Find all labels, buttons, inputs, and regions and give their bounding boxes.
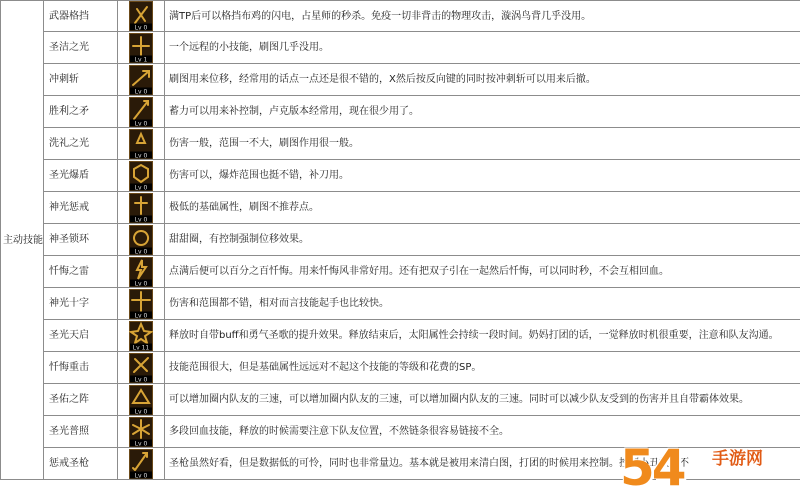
shield-burst-icon	[129, 161, 153, 191]
skill-name: 神圣锁环	[44, 224, 118, 256]
skill-description: 释放时自带buff和勇气圣歌的提升效果。释放结束后，太阳属性会持续一段时间。奶妈打团的话，一觉释放时机很重要，注意和队友沟通。	[165, 320, 800, 352]
spear-icon	[129, 97, 153, 127]
skill-name: 胜利之矛	[44, 96, 118, 128]
skill-level: Lv 0	[134, 216, 148, 223]
watermark-site-name: 手游网	[712, 449, 763, 469]
watermark-number: 54	[620, 439, 684, 497]
skill-name: 忏悔之雷	[44, 256, 118, 288]
table-row	[1, 32, 800, 64]
skill-icon-cell	[118, 192, 165, 224]
skill-name: 圣光普照	[44, 416, 118, 448]
skill-icon-cell	[118, 32, 165, 64]
holy-lance-icon	[129, 449, 153, 479]
skill-name: 圣光天启	[44, 320, 118, 352]
table-row	[1, 224, 800, 256]
skill-icon-cell	[118, 64, 165, 96]
table-row	[1, 128, 800, 160]
table-row	[1, 192, 800, 224]
skill-description: 伤害和范围都不错，相对而言技能起手也比较快。	[165, 288, 800, 320]
skill-icon-cell	[118, 320, 165, 352]
skill-level: Lv 1	[134, 56, 148, 63]
divine-cross-icon	[129, 289, 153, 319]
skill-icon-cell	[118, 416, 165, 448]
skill-name: 洗礼之光	[44, 128, 118, 160]
skill-icon-cell	[118, 288, 165, 320]
holy-ring-icon	[129, 225, 153, 255]
skill-level: Lv 0	[134, 376, 148, 383]
skill-icon-cell	[118, 352, 165, 384]
skill-level: Lv 11	[132, 344, 150, 351]
skill-level: Lv 0	[134, 472, 148, 479]
skill-level: Lv 0	[134, 440, 148, 447]
skill-level: Lv 0	[134, 184, 148, 191]
skill-name: 神光惩戒	[44, 192, 118, 224]
baptism-light-icon	[129, 129, 153, 159]
skill-description: 点满后便可以百分之百忏悔。用来忏悔风非常好用。还有把双子引在一起然后忏悔，可以同时秒，不会互相回血。	[165, 256, 800, 288]
site-watermark	[620, 438, 800, 500]
skill-icon-cell	[118, 256, 165, 288]
skill-name: 冲刺斩	[44, 64, 118, 96]
skill-description: 可以增加圈内队友的三速，可以增加圈内队友的三速，可以增加圈内队友的三速。同时可以减少队友受到的伤害并且自带霸体效果。	[165, 384, 800, 416]
table-row	[1, 320, 800, 352]
skill-description: 伤害一般，范围一不大，刷图作用很一般。	[165, 128, 800, 160]
skill-icon-cell	[118, 1, 165, 32]
skill-level: Lv 0	[134, 408, 148, 415]
skill-description: 多段回血技能，释放的时候需要注意下队友位置，不然链条很容易链接不全。	[165, 416, 800, 448]
skill-name: 武器格挡	[44, 1, 118, 32]
table-row	[1, 256, 800, 288]
skill-level: Lv 0	[134, 24, 148, 31]
skill-description: 一个远程的小技能，刷图几乎没用。	[165, 32, 800, 64]
skill-name: 圣佑之阵	[44, 384, 118, 416]
skill-level: Lv 0	[134, 280, 148, 287]
dash-slash-icon	[129, 65, 153, 95]
skill-description: 刷图用来位移，经常用的话点一点还是很不错的，X然后按反向键的同时按冲刺斩可以用来后撤。	[165, 64, 800, 96]
table-row	[1, 1, 800, 32]
radiance-icon	[129, 417, 153, 447]
skill-name: 忏悔重击	[44, 352, 118, 384]
skill-description: 技能范围很大，但是基础属性远远对不起这个技能的等级和花费的SP。	[165, 352, 800, 384]
table-row	[1, 160, 800, 192]
skill-level: Lv 0	[134, 248, 148, 255]
skill-icon-cell	[118, 96, 165, 128]
sword-shield-icon	[129, 1, 153, 31]
divine-punish-icon	[129, 193, 153, 223]
skill-level: Lv 0	[134, 152, 148, 159]
skill-description: 满TP后可以格挡布鸡的闪电，占星师的秒杀。免疫一切非背击的物理攻击，漩涡鸟背几乎没用。	[165, 1, 800, 32]
skill-description: 极低的基础属性，刷图不推荐点。	[165, 192, 800, 224]
skill-icon-cell	[118, 384, 165, 416]
apocalypse-icon	[129, 321, 153, 351]
skill-description: 甜甜圈，有控制强制位移效果。	[165, 224, 800, 256]
skill-description: 圣枪虽然好看，但是数据低的可怜，同时也非常量边。基本就是被用来清白图，打团的时候用来控制。控制小丑效果不	[165, 448, 800, 480]
skill-description: 伤害可以，爆炸范围也挺不错，补刀用。	[165, 160, 800, 192]
holy-light-icon	[129, 33, 153, 63]
skill-icon-cell	[118, 448, 165, 480]
skill-name: 惩戒圣枪	[44, 448, 118, 480]
thunder-icon	[129, 257, 153, 287]
skill-name: 神光十字	[44, 288, 118, 320]
skill-level: Lv 0	[134, 312, 148, 319]
skill-level: Lv 0	[134, 88, 148, 95]
skill-icon-cell	[118, 160, 165, 192]
table-row	[1, 352, 800, 384]
skill-level: Lv 0	[134, 120, 148, 127]
table-row	[1, 96, 800, 128]
table-row	[1, 288, 800, 320]
skill-icon-cell	[118, 128, 165, 160]
category-cell: 主动技能	[1, 1, 44, 480]
skill-name: 圣光爆盾	[44, 160, 118, 192]
heavy-strike-icon	[129, 353, 153, 383]
table-row	[1, 384, 800, 416]
skill-name: 圣洁之光	[44, 32, 118, 64]
skill-icon-cell	[118, 224, 165, 256]
table-row	[1, 64, 800, 96]
blessing-array-icon	[129, 385, 153, 415]
skill-description: 蓄力可以用来补控制，卢克版本经常用，现在很少用了。	[165, 96, 800, 128]
